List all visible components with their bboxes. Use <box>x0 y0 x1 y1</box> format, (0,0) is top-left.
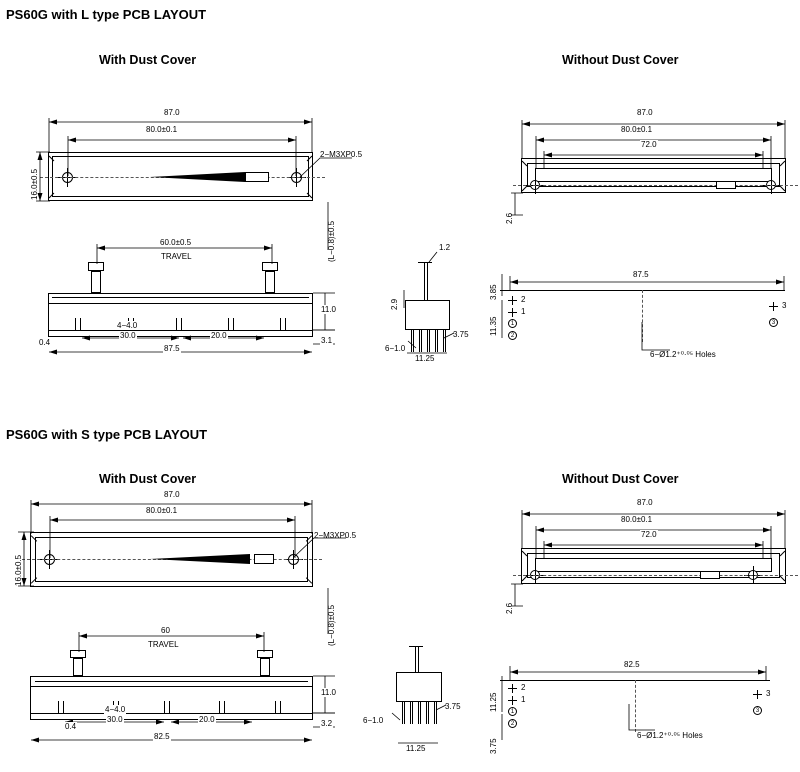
label-travel: TRAVEL <box>161 252 192 261</box>
dim-slot-72-s: 72.0 <box>641 530 657 539</box>
dim-26: 2.6 <box>505 212 514 224</box>
dim-30: 30.0 <box>120 331 136 340</box>
label-screw-spec-s: 2−M3XP0.5 <box>314 531 357 540</box>
dim-side-l-s: (L−0.8)±0.5 <box>327 604 336 646</box>
dim-pitch-s: 4−4.0 <box>105 705 126 714</box>
dim-travel-60: 60.0±0.5 <box>160 238 192 247</box>
note-holes-l: 6−Ø1.2⁺⁰·⁰⁵ Holes <box>650 350 716 359</box>
label-screw-spec: 2−M3XP0.5 <box>320 150 363 159</box>
dim-375-s: 3.75 <box>445 702 461 711</box>
dim-pcb-825: 82.5 <box>624 660 640 669</box>
dim-total-875: 87.5 <box>164 344 180 353</box>
dim-1125: 11.25 <box>415 354 435 363</box>
pin-label-1: 1 <box>521 307 526 316</box>
dim-04-s: 0.4 <box>65 722 77 731</box>
dim-1135: 11.35 <box>489 316 498 336</box>
dim-29: 2.9 <box>390 298 399 310</box>
pin-label-3-s: 3 <box>766 689 771 698</box>
dim-30-s: 30.0 <box>107 715 123 724</box>
panel-title-l-with-dust: With Dust Cover <box>99 53 197 67</box>
dim-11: 11.0 <box>321 305 336 314</box>
dim-1125-s: 11.25 <box>406 744 426 753</box>
panel-title-s-with-dust: With Dust Cover <box>99 472 197 486</box>
dim-mount-80-r: 80.0±0.1 <box>621 125 653 134</box>
dim-mount-80: 80.0±0.1 <box>146 125 178 134</box>
label-travel-s: TRAVEL <box>148 640 179 649</box>
pin-number-1-s: 1 <box>508 707 517 716</box>
dim-375-pcb: 3.75 <box>489 738 498 754</box>
dim-height-16-s: 16.0±0.5 <box>14 554 23 586</box>
dim-12: 1.2 <box>439 243 451 252</box>
dim-20-s: 20.0 <box>199 715 215 724</box>
pin-number-3b-s: 3 <box>753 706 762 715</box>
pin-label-3: 3 <box>782 301 787 310</box>
dim-total-825: 82.5 <box>154 732 170 741</box>
dim-31: 3.1 <box>321 336 333 345</box>
note-holes-s: 6−Ø1.2⁺⁰·⁰⁵ Holes <box>637 731 703 740</box>
pin-label-2-s: 2 <box>521 683 526 692</box>
dim-32: 3.2 <box>321 719 333 728</box>
panel-title-s-without-dust: Without Dust Cover <box>562 472 679 486</box>
dim-04: 0.4 <box>39 338 51 347</box>
pin-number-2-s: 2 <box>508 719 517 728</box>
section-title-s: PS60G with S type PCB LAYOUT <box>6 427 208 442</box>
dim-overall-87: 87.0 <box>164 108 180 117</box>
dim-height-16: 16.0±0.5 <box>30 168 39 200</box>
dim-travel-60-s: 60 <box>161 626 170 635</box>
dim-pitch: 4−4.0 <box>117 321 138 330</box>
panel-title-l-without-dust: Without Dust Cover <box>562 53 679 67</box>
dim-overall-87-s: 87.0 <box>164 490 180 499</box>
pin-label-1-s: 1 <box>521 695 526 704</box>
dim-385: 3.85 <box>489 284 498 300</box>
section-title-l: PS60G with L type PCB LAYOUT <box>6 7 207 22</box>
dim-6x10: 6−1.0 <box>385 344 406 353</box>
dim-mount-80-s: 80.0±0.1 <box>146 506 178 515</box>
pin-number-3b: 3 <box>769 318 778 327</box>
dim-mount-80-rs: 80.0±0.1 <box>621 515 653 524</box>
dim-26-s: 2.6 <box>505 602 514 614</box>
dim-pcb-875: 87.5 <box>633 270 649 279</box>
dim-20: 20.0 <box>211 331 227 340</box>
dim-375: 3.75 <box>453 330 469 339</box>
dim-overall-87-rs: 87.0 <box>637 498 653 507</box>
dim-11-s: 11.0 <box>321 688 336 697</box>
dim-side-l: (L−0.8)±0.5 <box>327 220 336 262</box>
dim-1125-pcb: 11.25 <box>489 692 498 712</box>
dim-slot-72: 72.0 <box>641 140 657 149</box>
dim-overall-87-r: 87.0 <box>637 108 653 117</box>
pin-label-2: 2 <box>521 295 526 304</box>
pin-number-2: 2 <box>508 331 517 340</box>
dim-6x10-s: 6−1.0 <box>363 716 384 725</box>
pin-number-1: 1 <box>508 319 517 328</box>
